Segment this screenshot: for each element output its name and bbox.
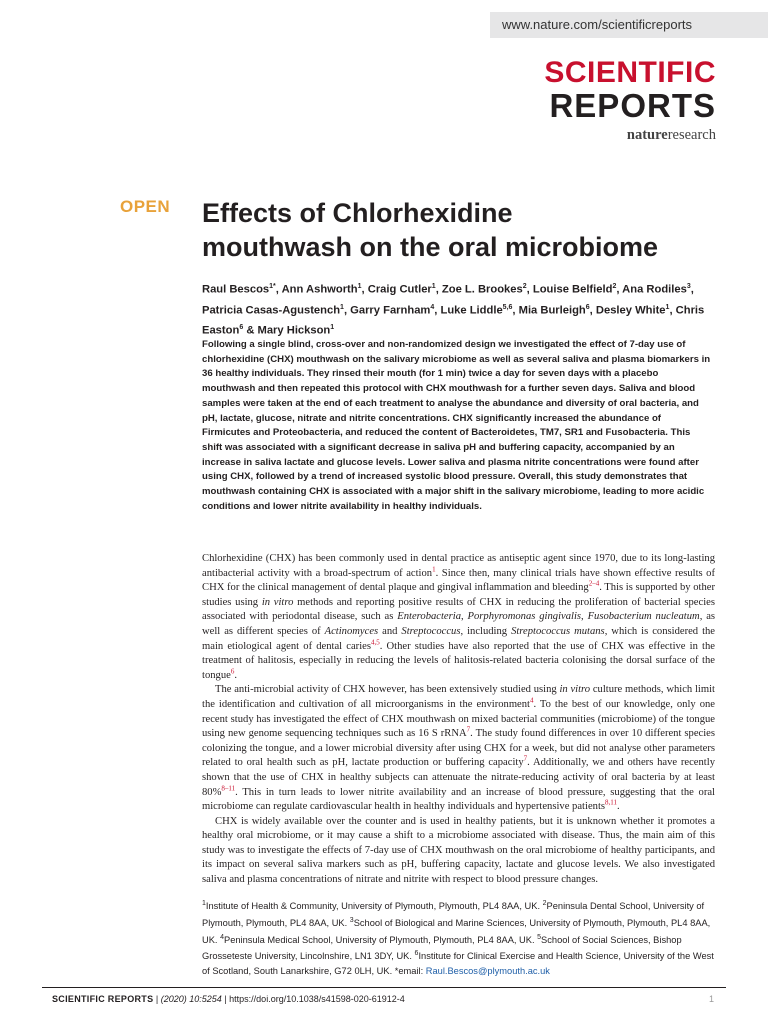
footer-volume: (2020) 10:5254 [160, 994, 222, 1004]
body-text: . [617, 801, 620, 813]
author-separator: , [616, 283, 623, 296]
author-affiliation-marker: 6 [239, 324, 244, 332]
author-affiliation-marker: 4 [430, 303, 435, 311]
affiliation-text: Peninsula Medical School, University of Plymouth, Plymouth, PL4 8AA, UK. [224, 934, 538, 945]
corresponding-email-link[interactable]: Raul.Bescos@plymouth.ac.uk [425, 966, 550, 977]
author-list [202, 278, 722, 340]
body-text: . The study found differences in over 10 different species colonizing the tongue, and a lower microbial diversity after using CHX for a week, but did not analyse other parameters related to oral health such as pH, lactate production or buffering capacity [202, 728, 715, 769]
body-text: CHX is widely available over the counter and is used in healthy patients, but it is unknown whether it promotes a healthy oral microbiome, or it may cause a shift to a microbiome associated with disease. Thus, the main aim of this study was to investigate the effects of 7-day use of CHX mouthwash on the oral microbiome of healthy participants, and its impact on several saliva markers such as pH, buffering capacity, lactate and glucose levels. We also investigated saliva and plasma concentrations of nitrate and nitrite with respect to blood pressure changes. [202, 815, 715, 886]
author-separator: , [361, 283, 368, 296]
author-affiliation-marker: 1 [340, 303, 344, 311]
author-name: Craig Cutler [367, 283, 432, 296]
author-separator: , [512, 304, 519, 317]
body-text: , [461, 611, 468, 623]
author-affiliation-marker: 2 [522, 283, 527, 290]
body-text: , as well as different species of [202, 611, 716, 637]
author-affiliation-marker: 1 [357, 283, 362, 290]
footer-journal: SCIENTIFIC REPORTS [52, 994, 154, 1004]
author-affiliation-marker: 1 [665, 303, 670, 311]
journal-url[interactable]: www.nature.com/scientificreports [490, 12, 768, 38]
publisher-line [544, 128, 716, 143]
body-text: , [581, 611, 588, 623]
author-affiliation-marker: 6 [585, 303, 590, 311]
citation-ref[interactable]: 7 [523, 754, 528, 763]
title-line-2: mouthwash on the oral microbiome [202, 232, 659, 262]
citation-ref[interactable]: 8–11 [221, 783, 236, 792]
species-name: in vitro [261, 596, 294, 608]
abstract: Following a single blind, cross-over and non-randomized design we investigated the effect of 7-day use of chlorhexidine (CHX) mouthwash on the salivary microbiome as well as several saliva and plasma biomarkers in 36 healthy individuals. They rinsed their mouth (for 1 min) twice a day for seven days with a placebo mouthwash and then repeated this protocol with CHX mouthwash for a further seven days. Saliva and blood samples were taken at the end of each treatment to analyse the abundance and diversity of oral bacteria, and pH, lactate, glucose, nitrate and nitrite concentrations. CHX significantly increased the abundance of Firmicutes and Proteobacteria, and reduced the content of Bacteroidetes, TM7, SR1 and Fusobacteria. This shift was associated with a significant decrease in saliva pH and buffering capacity, accompanied by an increase in saliva lactate and glucose levels. Lower saliva and plasma nitrite concentrations were found after using CHX, followed by a trend of increased systolic blood pressure. Overall, this study demonstrates that mouthwash containing CHX is associated with a major shift in the salivary microbiome, leading to more acidic conditions and lower nitrite availability in healthy individuals. [202, 339, 711, 512]
body-text: . This in turn leads to lower nitrite availability and an increase of blood pressure, suggesting that the oral microbiome can regulate cardiovascular health in healthy individuals and hypertensive patients [202, 786, 715, 813]
open-access-badge: OPEN [120, 197, 171, 216]
footer-citation [52, 994, 405, 1004]
author-name: Patricia Casas-Agustench [202, 304, 341, 317]
publisher-nature: nature [626, 127, 668, 143]
body-text: . Since then, many clinical trials have shown effective results of CHX for the clinical management of dental plaque and gingival inflammation and bleeding [202, 567, 715, 594]
body-text: , which is considered the main etiological agent of dental caries [202, 625, 716, 652]
author-name: Chris Easton [202, 304, 705, 338]
species-name: Enterobacteria [397, 611, 461, 623]
author-affiliation-marker: 1* [269, 283, 276, 290]
affiliations [202, 897, 717, 979]
citation-ref[interactable]: 7 [466, 725, 471, 734]
body-text: , including [460, 625, 512, 637]
author-name: Zoe L. Brookes [441, 283, 523, 296]
species-name: in vitro [559, 684, 591, 696]
species-name: Porphyromonas gingivalis [467, 611, 582, 623]
body-text: culture methods, which limit the identification and cultivation of all microorganisms in the environment [202, 684, 715, 710]
logo-line-reports: REPORTS [549, 87, 716, 124]
body-text: Chlorhexidine (CHX) has been commonly used in dental practice as antiseptic agent since 1970, due to its long-lasting antibacterial activity with a broad-spectrum of action [202, 553, 715, 579]
affiliation-text: School of Biological and Marine Sciences, University of Plymouth, Plymouth, PL4 8AA, UK. [202, 917, 711, 945]
journal-logo [544, 58, 716, 143]
author-affiliation-marker: 3 [686, 283, 691, 290]
body-text: . To the best of our knowledge, only one recent study has investigated the effect of CHX mouthwash on mixed bacterial communities (microbiome) of the tongue using new genome sequencing techniques such as 16 S rRNA [202, 698, 715, 740]
author-separator: , [589, 304, 596, 317]
author-name: Ann Ashworth [281, 283, 358, 296]
author-affiliation-marker: 1 [431, 283, 436, 290]
citation-ref[interactable]: 4 [530, 696, 534, 705]
article-body [202, 552, 715, 888]
author-separator: , [275, 283, 282, 296]
affiliation-text: Institute for Clinical Exercise and Health Science, University of the West of Scotland, South Lanarkshire, G72 0LH, UK. *email: [202, 951, 714, 977]
species-name: Streptococcus mutans [511, 625, 605, 637]
publisher-research: research [667, 127, 716, 143]
author-name: Garry Farnham [350, 304, 431, 317]
citation-ref[interactable]: 1 [432, 565, 436, 574]
species-name: Fusobacterium nucleatum [587, 611, 700, 623]
affiliation-text: Peninsula Dental School, University of Plymouth, Plymouth, PL4 8AA, UK. [202, 901, 705, 928]
author-separator: , [343, 304, 351, 317]
body-paragraph [202, 683, 715, 814]
body-text: methods and reporting positive results of CHX in reducing the proliferation of bacterial species associated with periodontal disease, such as [202, 596, 715, 623]
affiliation-text: School of Social Sciences, Bishop Grosseteste University, Lincolnshire, LN1 3DY, UK. [202, 934, 682, 962]
citation-ref[interactable]: 4,5 [370, 638, 380, 647]
author-name: Ana Rodiles [622, 283, 687, 296]
body-text: . Other studies have also reported that the use of CHX was effective in the treatment of halitosis, especially in reducing the levels of halitosis-related bacteria colonising the dorsal surface of the tongue [202, 640, 715, 681]
author-name: Mia Burleigh [518, 304, 586, 317]
citation-ref[interactable]: 6 [230, 667, 235, 676]
affiliation-number: 6 [414, 950, 419, 958]
species-name: Actinomyces [324, 625, 379, 637]
footer-rule [42, 987, 726, 988]
article-title [202, 196, 742, 264]
author-name: Louise Belfield [532, 283, 613, 296]
footer-doi[interactable]: | https://doi.org/10.1038/s41598-020-61912-4 [221, 994, 405, 1004]
author-separator: , [526, 283, 533, 296]
author-affiliation-marker: 5,6 [502, 303, 513, 311]
author-separator: & [243, 325, 258, 338]
body-text: The anti-microbial activity of CHX however, has been extensively studied using [215, 684, 560, 696]
body-text: and [378, 625, 402, 637]
author-separator: , [434, 304, 441, 317]
author-affiliation-marker: 2 [612, 283, 617, 290]
affiliation-number: 5 [537, 933, 542, 941]
affiliation-text: Institute of Health & Community, University of Plymouth, Plymouth, PL4 8AA, UK. [205, 901, 543, 912]
affiliation-number: 1 [202, 900, 206, 907]
affiliation-number: 2 [542, 900, 547, 907]
author-separator: , [690, 283, 694, 296]
logo-line-scientific: SCIENTIFIC [544, 56, 716, 89]
footer-separator: | [153, 994, 161, 1004]
author-name: Raul Bescos [202, 283, 270, 296]
affiliation-number: 4 [220, 933, 224, 941]
author-name: Mary Hickson [257, 325, 331, 338]
affiliation-number: 3 [349, 916, 354, 924]
page-number: 1 [708, 994, 714, 1004]
body-text: . Additionally, we and others have recently shown that the use of CHX in healthy subjects can attenuate the nitrate-reducing activity of oral bacteria by at least 80% [202, 757, 715, 798]
author-name: Luke Liddle [440, 304, 503, 317]
body-text: . [234, 669, 237, 681]
body-paragraph [202, 815, 715, 888]
author-separator: , [669, 304, 676, 317]
author-affiliation-marker: 1 [330, 324, 335, 332]
body-paragraph [202, 552, 715, 683]
citation-ref[interactable]: 8,11 [605, 798, 618, 807]
body-text: . This is supported by other studies using [202, 582, 715, 608]
title-line-1: Effects of Chlorhexidine [202, 198, 513, 228]
citation-ref[interactable]: 2–4 [588, 579, 600, 588]
author-name: Desley White [595, 304, 666, 317]
species-name: Streptococcus [401, 625, 461, 637]
author-separator: , [435, 283, 442, 296]
